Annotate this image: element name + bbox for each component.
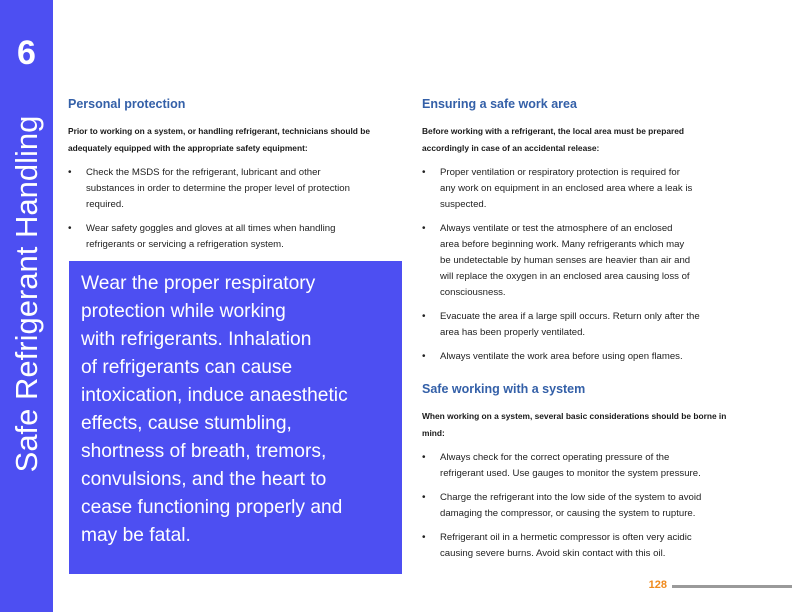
intro-line: When working on a system, several basic considerations should be borne in [422,411,727,421]
personal-protection-heading: Personal protection [68,97,186,111]
list-item [422,221,752,301]
list-item-line: Check the MSDS for the refrigerant, lubricant and other [86,167,321,178]
callout-line: may be fatal. [81,525,191,546]
list-item-line: Always check for the correct operating pressure of the [440,452,670,463]
list-item-line: area has been properly ventilated. [440,327,586,338]
callout-line: convulsions, and the heart to [81,469,327,490]
list-item [422,349,752,365]
chapter-sidebar [0,0,53,612]
chapter-number: 6 [17,34,36,72]
list-item-line: be undetectable by human senses are heavier than air and [440,255,691,266]
intro-line: accordingly in case of an accidental release: [422,143,600,153]
list-item [422,490,752,522]
list-item [422,450,752,482]
list-item [422,530,752,562]
list-item-line: consciousness. [440,287,506,298]
list-item-line: Charge the refrigerant into the low side of the system to avoid [440,492,702,503]
right-column [422,96,752,562]
intro-line: Prior to working on a system, or handling refrigerant, technicians should be [68,126,371,136]
list-item-line: Wear safety goggles and gloves at all times when handling [86,223,336,234]
callout-line: effects, cause stumbling, [81,413,292,434]
warning-callout [69,261,402,574]
intro-line: mind: [422,428,445,438]
callout-line: of refrigerants can cause [81,357,293,378]
list-item-line: refrigerants or servicing a refrigeration system. [86,239,284,250]
left-column [68,96,408,253]
safe-system-list [422,450,752,562]
intro-line: Before working with a refrigerant, the local area must be prepared [422,126,685,136]
list-item [422,165,752,213]
callout-line: with refrigerants. Inhalation [81,329,312,350]
list-item-line: Proper ventilation or respiratory protection is required for [440,167,680,178]
personal-protection-intro [68,123,408,157]
list-item-line: Evacuate the area if a large spill occurs. Return only after the [440,311,700,322]
list-item-line: damaging the compressor, or causing the system to rupture. [440,508,696,519]
footer-rule [672,585,792,588]
page-number: 128 [648,579,667,591]
list-item-line: Always ventilate the work area before using open flames. [440,351,683,362]
list-item-line: will replace the oxygen in an enclosed area causing loss of [440,271,690,282]
list-item-line: required. [86,199,124,210]
safe-work-area-list [422,165,752,365]
personal-protection-list [68,165,408,253]
callout-line: shortness of breath, tremors, [81,441,327,462]
list-item-line: substances in order to determine the proper level of protection [86,183,350,194]
callout-line: protection while working [81,301,286,322]
safe-system-section [422,381,752,562]
list-item [68,165,408,213]
list-item-line: area before beginning work. Many refrigerants which may [440,239,685,250]
callout-line: intoxication, induce anaesthetic [81,385,348,406]
warning-callout-text [81,270,371,550]
list-item-line: Refrigerant oil in a hermetic compressor is often very acidic [440,532,692,543]
safe-system-heading: Safe working with a system [422,382,586,396]
list-item-line: suspected. [440,199,487,210]
safe-system-intro [422,408,752,442]
safe-work-area-intro [422,123,752,157]
list-item-line: refrigerant used. Use gauges to monitor the system pressure. [440,468,701,479]
safe-work-area-heading: Ensuring a safe work area [422,97,577,111]
callout-line: cease functioning properly and [81,497,343,518]
chapter-title: Safe Refrigerant Handling [9,115,44,473]
intro-line: adequately equipped with the appropriate safety equipment: [68,143,308,153]
list-item-line: causing severe burns. Avoid skin contact with this oil. [440,548,666,559]
callout-line: Wear the proper respiratory [81,273,316,294]
list-item [68,221,408,253]
list-item-line: Always ventilate or test the atmosphere of an enclosed [440,223,673,234]
list-item-line: any work on equipment in an enclosed area where a leak is [440,183,693,194]
list-item [422,309,752,341]
